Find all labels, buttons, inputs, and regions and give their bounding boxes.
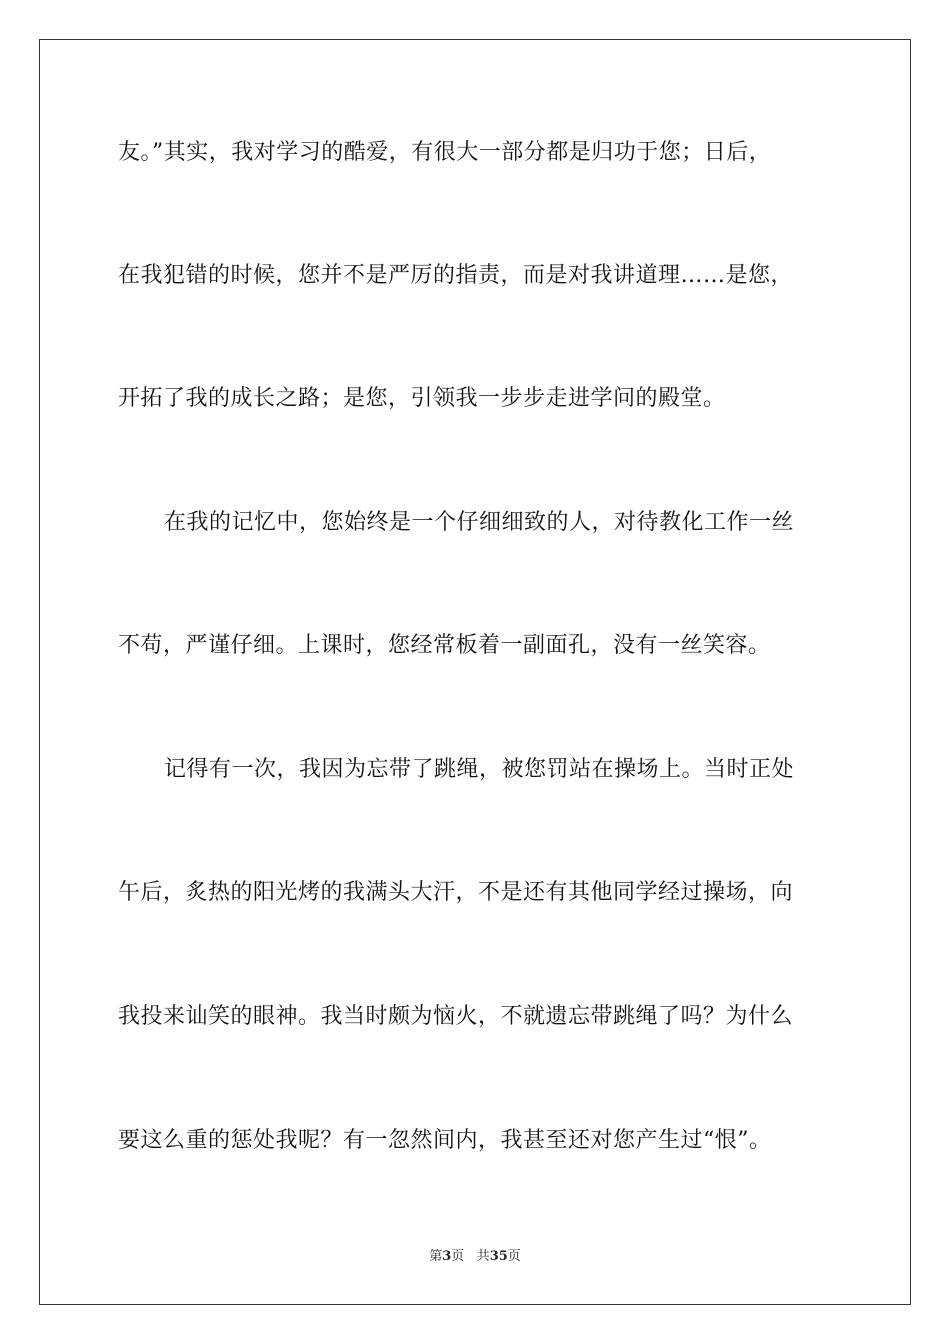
paragraph-line: 我投来讪笑的眼神。我当时颇为恼火，不就遗忘带跳绳了吗？为什么: [118, 1004, 794, 1029]
paragraph-line: 在我的记忆中，您始终是一个仔细细致的人，对待教化工作一丝: [164, 510, 795, 535]
total-suffix: 页: [507, 1249, 521, 1264]
page-suffix: 页: [451, 1249, 465, 1264]
paragraph-line: 要这么重的惩处我呢？有一忽然间内，我甚至还对您产生过“恨”。: [118, 1128, 772, 1153]
paragraph-line: 不苟，严谨仔细。上课时，您经常板着一副面孔，没有一丝笑容。: [118, 633, 771, 658]
paragraph-line: 在我犯错的时候，您并不是严厉的指责，而是对我讲道理……是您，: [118, 263, 794, 288]
total-pages: 35: [489, 1249, 508, 1264]
page-border: [39, 39, 911, 1305]
paragraph-line: 开拓了我的成长之路；是您，引领我一步步走进学问的殿堂。: [118, 386, 726, 411]
paragraph-line: 午后，炙热的阳光烤的我满头大汗，不是还有其他同学经过操场，向: [118, 880, 794, 905]
page-number: 3: [442, 1249, 452, 1264]
page-footer: [0, 1248, 950, 1266]
total-prefix: 共: [476, 1249, 490, 1264]
paragraph-line: 友。”其实，我对学习的酷爱，有很大一部分都是归功于您；日后，: [118, 140, 772, 165]
paragraph-line: 记得有一次，我因为忘带了跳绳，被您罚站在操场上。当时正处: [164, 757, 795, 782]
page-prefix: 第: [429, 1249, 443, 1264]
